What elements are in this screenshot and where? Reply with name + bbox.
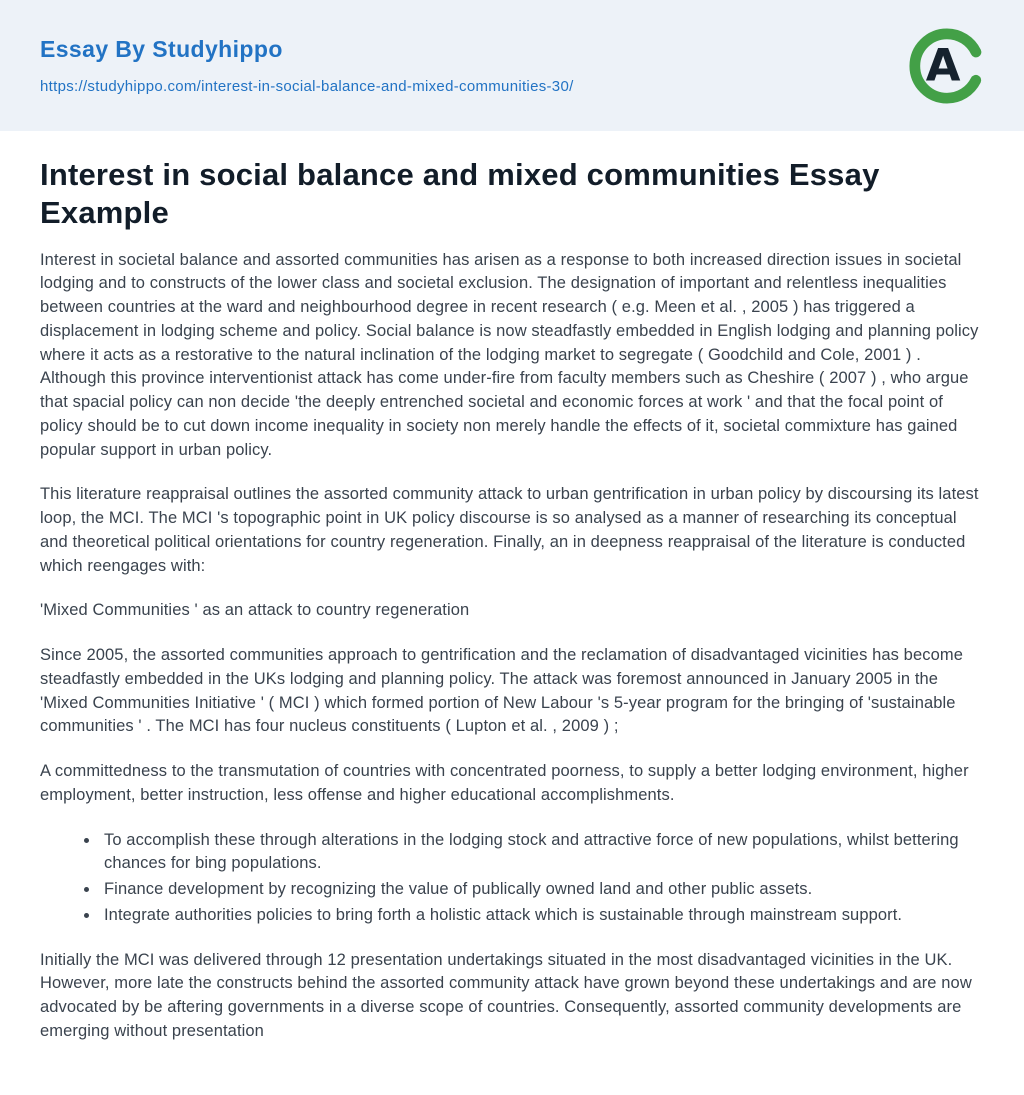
- essay-paragraph-2: This literature reappraisal outlines the assorted community attack to urban gentrification in urban policy by discoursing its latest loop, the MCI. The MCI 's topographic point in UK policy discourse is so analysed as a manner of researching its conceptual and theoretical political orientations for country regeneration. Finally, an in deepness reappraisal of the literature is conducted which reengages with:: [40, 485, 979, 575]
- site-header: [0, 0, 1024, 131]
- essay-paragraph-1: Interest in societal balance and assorted communities has arisen as a response to both increased direction issues in societal lodging and to constructs of the lower class and societal exclusion. The designation of important and relentless inequalities between countries at the ward and neighbourhood degree in recent research ( e.g. Meen et al. , 2005 ) has triggered a displacement in lodging scheme and policy. Social balance is now steadfastly embedded in English lodging and planning policy where it acts as a restorative to the natural inclination of the lodging market to segregate ( Goodchild and Cole, 2001 ) . Although this province interventionist attack has come under-fire from faculty members such as Cheshire ( 2007 ) , who argue that spacial policy can non decide 'the deeply entrenched societal and economic forces at work ' and that the focal point of policy should be to cut down income inequality in society non merely handle the effects of it, societal commixture has gained popular support in urban policy.: [40, 250, 979, 459]
- source-url-link[interactable]: https://studyhippo.com/interest-in-social-balance-and-mixed-communities-30/: [40, 78, 574, 95]
- logo-letter: A: [925, 38, 961, 92]
- essay-bullet-2: • Finance development by recognizing the value of publically owned land and other public assets.: [100, 878, 984, 902]
- essay-paragraph-3: 'Mixed Communities ' as an attack to country regeneration: [40, 601, 470, 620]
- header-text-block: [40, 36, 574, 95]
- essay-paragraph-5: A committedness to the transmutation of countries with concentrated poorness, to supply a better lodging environment, higher employment, better instruction, less offense and higher educational accomplishments.: [40, 762, 969, 804]
- essay-bullet-list: [100, 829, 984, 928]
- studyhippo-logo-icon: [908, 27, 986, 105]
- essay-closing-paragraph: Initially the MCI was delivered through 12 presentation undertakings situated in the most disadvantaged vicinities in the UK. However, more late the constructs behind the assorted community attack have grown beyond these undertakings and are now advocated by be aftering governments in a diverse scope of countries. Consequently, assorted community developments are emerging without presentation: [40, 950, 972, 1040]
- essay-title: Interest in social balance and mixed communities Essay Example: [40, 157, 880, 230]
- essay-bullet-3: • Integrate authorities policies to bring forth a holistic attack which is sustainable through mainstream support.: [100, 904, 984, 928]
- site-title: Essay By Studyhippo: [40, 36, 283, 62]
- essay-paragraph-4: Since 2005, the assorted communities approach to gentrification and the reclamation of disadvantaged vicinities has become steadfastly embedded in the UKs lodging and planning policy. The attack was foremost announced in January 2005 in the 'Mixed Communities Initiative ' ( MCI ) which formed portion of New Labour 's 5-year program for the bringing of 'sustainable communities ' . The MCI has four nucleus constituents ( Lupton et al. , 2009 ) ;: [40, 646, 963, 736]
- essay-content: [0, 131, 1024, 1095]
- essay-bullet-1: • To accomplish these through alterations in the lodging stock and attractive force of new populations, whilst bettering chances for bing populations.: [100, 829, 984, 877]
